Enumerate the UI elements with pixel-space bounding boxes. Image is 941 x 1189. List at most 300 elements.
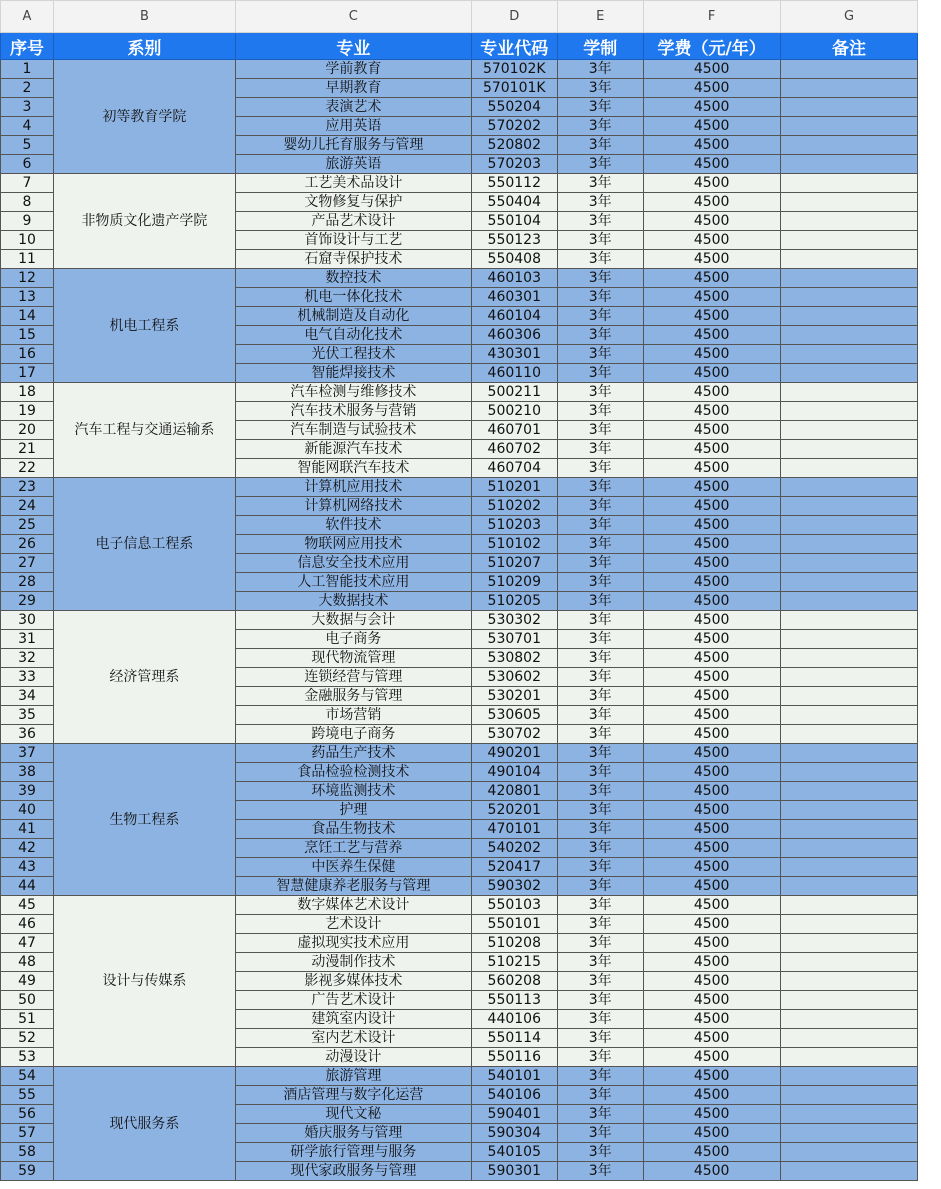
cell-note[interactable] [780, 649, 918, 668]
cell-years[interactable]: 3年 [557, 1162, 643, 1181]
cell-major[interactable]: 新能源汽车技术 [235, 440, 471, 459]
cell-note[interactable] [780, 79, 918, 98]
cell-code[interactable]: 570202 [471, 117, 557, 136]
cell-code[interactable]: 570102K [471, 60, 557, 79]
cell-fee[interactable]: 4500 [643, 288, 780, 307]
cell-note[interactable] [780, 725, 918, 744]
cell-fee[interactable]: 4500 [643, 478, 780, 497]
cell-code[interactable]: 420801 [471, 782, 557, 801]
cell-note[interactable] [780, 1143, 918, 1162]
cell-years[interactable]: 3年 [557, 459, 643, 478]
cell-fee[interactable]: 4500 [643, 953, 780, 972]
cell-note[interactable] [780, 953, 918, 972]
cell-years[interactable]: 3年 [557, 383, 643, 402]
cell-fee[interactable]: 4500 [643, 972, 780, 991]
cell-years[interactable]: 3年 [557, 193, 643, 212]
cell-seq[interactable]: 50 [1, 991, 54, 1010]
cell-seq[interactable]: 52 [1, 1029, 54, 1048]
cell-code[interactable]: 570101K [471, 79, 557, 98]
cell-years[interactable]: 3年 [557, 801, 643, 820]
cell-major[interactable]: 大数据技术 [235, 592, 471, 611]
cell-fee[interactable]: 4500 [643, 269, 780, 288]
cell-major[interactable]: 影视多媒体技术 [235, 972, 471, 991]
cell-code[interactable]: 550408 [471, 250, 557, 269]
cell-fee[interactable]: 4500 [643, 1067, 780, 1086]
cell-seq[interactable]: 15 [1, 326, 54, 345]
cell-years[interactable]: 3年 [557, 402, 643, 421]
cell-seq[interactable]: 14 [1, 307, 54, 326]
cell-fee[interactable]: 4500 [643, 1029, 780, 1048]
cell-years[interactable]: 3年 [557, 649, 643, 668]
cell-fee[interactable]: 4500 [643, 421, 780, 440]
cell-major[interactable]: 首饰设计与工艺 [235, 231, 471, 250]
cell-seq[interactable]: 17 [1, 364, 54, 383]
cell-seq[interactable]: 9 [1, 212, 54, 231]
cell-code[interactable]: 460306 [471, 326, 557, 345]
cell-note[interactable] [780, 877, 918, 896]
cell-code[interactable]: 490104 [471, 763, 557, 782]
cell-code[interactable]: 550103 [471, 896, 557, 915]
cell-seq[interactable]: 58 [1, 1143, 54, 1162]
cell-fee[interactable]: 4500 [643, 364, 780, 383]
cell-note[interactable] [780, 212, 918, 231]
cell-years[interactable]: 3年 [557, 763, 643, 782]
cell-seq[interactable]: 31 [1, 630, 54, 649]
cell-major[interactable]: 产品艺术设计 [235, 212, 471, 231]
cell-fee[interactable]: 4500 [643, 307, 780, 326]
cell-code[interactable]: 540105 [471, 1143, 557, 1162]
cell-major[interactable]: 动漫制作技术 [235, 953, 471, 972]
cell-note[interactable] [780, 516, 918, 535]
cell-code[interactable]: 460301 [471, 288, 557, 307]
cell-note[interactable] [780, 383, 918, 402]
cell-fee[interactable]: 4500 [643, 117, 780, 136]
header-seq[interactable]: 序号 [1, 33, 54, 60]
cell-major[interactable]: 药品生产技术 [235, 744, 471, 763]
cell-major[interactable]: 电气自动化技术 [235, 326, 471, 345]
cell-note[interactable] [780, 60, 918, 79]
cell-fee[interactable]: 4500 [643, 1105, 780, 1124]
cell-seq[interactable]: 12 [1, 269, 54, 288]
cell-note[interactable] [780, 1048, 918, 1067]
cell-seq[interactable]: 4 [1, 117, 54, 136]
cell-code[interactable]: 510207 [471, 554, 557, 573]
cell-code[interactable]: 490201 [471, 744, 557, 763]
cell-code[interactable]: 510215 [471, 953, 557, 972]
cell-seq[interactable]: 36 [1, 725, 54, 744]
cell-note[interactable] [780, 839, 918, 858]
cell-code[interactable]: 550116 [471, 1048, 557, 1067]
cell-code[interactable]: 550114 [471, 1029, 557, 1048]
cell-years[interactable]: 3年 [557, 60, 643, 79]
cell-fee[interactable]: 4500 [643, 573, 780, 592]
header-note[interactable]: 备注 [780, 33, 918, 60]
cell-major[interactable]: 室内艺术设计 [235, 1029, 471, 1048]
cell-seq[interactable]: 39 [1, 782, 54, 801]
cell-years[interactable]: 3年 [557, 573, 643, 592]
cell-dept[interactable]: 初等教育学院 [53, 60, 235, 174]
cell-years[interactable]: 3年 [557, 1029, 643, 1048]
cell-note[interactable] [780, 326, 918, 345]
cell-seq[interactable]: 37 [1, 744, 54, 763]
cell-code[interactable]: 570203 [471, 155, 557, 174]
cell-major[interactable]: 大数据与会计 [235, 611, 471, 630]
header-years[interactable]: 学制 [557, 33, 643, 60]
cell-note[interactable] [780, 668, 918, 687]
cell-code[interactable]: 590301 [471, 1162, 557, 1181]
cell-code[interactable]: 460702 [471, 440, 557, 459]
cell-seq[interactable]: 42 [1, 839, 54, 858]
cell-seq[interactable]: 41 [1, 820, 54, 839]
cell-seq[interactable]: 6 [1, 155, 54, 174]
cell-fee[interactable]: 4500 [643, 782, 780, 801]
cell-fee[interactable]: 4500 [643, 60, 780, 79]
cell-major[interactable]: 现代物流管理 [235, 649, 471, 668]
cell-major[interactable]: 工艺美术品设计 [235, 174, 471, 193]
cell-years[interactable]: 3年 [557, 1010, 643, 1029]
cell-fee[interactable]: 4500 [643, 98, 780, 117]
cell-major[interactable]: 护理 [235, 801, 471, 820]
cell-major[interactable]: 早期教育 [235, 79, 471, 98]
cell-fee[interactable]: 4500 [643, 402, 780, 421]
cell-fee[interactable]: 4500 [643, 383, 780, 402]
cell-fee[interactable]: 4500 [643, 611, 780, 630]
cell-years[interactable]: 3年 [557, 288, 643, 307]
cell-major[interactable]: 市场营销 [235, 706, 471, 725]
cell-years[interactable]: 3年 [557, 668, 643, 687]
cell-note[interactable] [780, 934, 918, 953]
cell-major[interactable]: 环境监测技术 [235, 782, 471, 801]
cell-note[interactable] [780, 231, 918, 250]
cell-fee[interactable]: 4500 [643, 668, 780, 687]
cell-major[interactable]: 机械制造及自动化 [235, 307, 471, 326]
cell-years[interactable]: 3年 [557, 953, 643, 972]
cell-fee[interactable]: 4500 [643, 174, 780, 193]
cell-dept[interactable]: 电子信息工程系 [53, 478, 235, 611]
cell-note[interactable] [780, 915, 918, 934]
cell-years[interactable]: 3年 [557, 1086, 643, 1105]
cell-seq[interactable]: 28 [1, 573, 54, 592]
cell-note[interactable] [780, 402, 918, 421]
cell-code[interactable]: 510209 [471, 573, 557, 592]
cell-code[interactable]: 460701 [471, 421, 557, 440]
cell-note[interactable] [780, 611, 918, 630]
cell-seq[interactable]: 47 [1, 934, 54, 953]
cell-code[interactable]: 530701 [471, 630, 557, 649]
cell-fee[interactable]: 4500 [643, 915, 780, 934]
column-letter-c[interactable]: C [235, 1, 471, 33]
cell-seq[interactable]: 19 [1, 402, 54, 421]
cell-major[interactable]: 旅游英语 [235, 155, 471, 174]
cell-major[interactable]: 汽车制造与试验技术 [235, 421, 471, 440]
cell-years[interactable]: 3年 [557, 440, 643, 459]
cell-seq[interactable]: 3 [1, 98, 54, 117]
cell-seq[interactable]: 49 [1, 972, 54, 991]
column-letter-a[interactable]: A [1, 1, 54, 33]
cell-note[interactable] [780, 896, 918, 915]
column-letter-e[interactable]: E [557, 1, 643, 33]
cell-years[interactable]: 3年 [557, 1048, 643, 1067]
cell-code[interactable]: 460110 [471, 364, 557, 383]
cell-note[interactable] [780, 288, 918, 307]
cell-dept[interactable]: 现代服务系 [53, 1067, 235, 1181]
cell-fee[interactable]: 4500 [643, 440, 780, 459]
cell-note[interactable] [780, 573, 918, 592]
cell-years[interactable]: 3年 [557, 98, 643, 117]
cell-seq[interactable]: 45 [1, 896, 54, 915]
cell-major[interactable]: 数字媒体艺术设计 [235, 896, 471, 915]
cell-code[interactable]: 520802 [471, 136, 557, 155]
cell-code[interactable]: 590302 [471, 877, 557, 896]
cell-major[interactable]: 婚庆服务与管理 [235, 1124, 471, 1143]
cell-major[interactable]: 现代家政服务与管理 [235, 1162, 471, 1181]
cell-years[interactable]: 3年 [557, 136, 643, 155]
cell-years[interactable]: 3年 [557, 345, 643, 364]
cell-major[interactable]: 石窟寺保护技术 [235, 250, 471, 269]
cell-major[interactable]: 智慧健康养老服务与管理 [235, 877, 471, 896]
cell-code[interactable]: 510203 [471, 516, 557, 535]
cell-years[interactable]: 3年 [557, 744, 643, 763]
cell-seq[interactable]: 33 [1, 668, 54, 687]
cell-seq[interactable]: 10 [1, 231, 54, 250]
cell-note[interactable] [780, 763, 918, 782]
cell-major[interactable]: 计算机应用技术 [235, 478, 471, 497]
cell-seq[interactable]: 57 [1, 1124, 54, 1143]
cell-major[interactable]: 食品检验检测技术 [235, 763, 471, 782]
cell-major[interactable]: 现代文秘 [235, 1105, 471, 1124]
cell-fee[interactable]: 4500 [643, 326, 780, 345]
cell-years[interactable]: 3年 [557, 421, 643, 440]
cell-seq[interactable]: 24 [1, 497, 54, 516]
cell-fee[interactable]: 4500 [643, 155, 780, 174]
cell-years[interactable]: 3年 [557, 231, 643, 250]
cell-code[interactable]: 460103 [471, 269, 557, 288]
cell-seq[interactable]: 27 [1, 554, 54, 573]
cell-years[interactable]: 3年 [557, 611, 643, 630]
cell-fee[interactable]: 4500 [643, 649, 780, 668]
cell-years[interactable]: 3年 [557, 782, 643, 801]
cell-seq[interactable]: 25 [1, 516, 54, 535]
cell-fee[interactable]: 4500 [643, 991, 780, 1010]
cell-note[interactable] [780, 592, 918, 611]
cell-code[interactable]: 530602 [471, 668, 557, 687]
cell-code[interactable]: 430301 [471, 345, 557, 364]
cell-years[interactable]: 3年 [557, 174, 643, 193]
cell-seq[interactable]: 16 [1, 345, 54, 364]
cell-years[interactable]: 3年 [557, 687, 643, 706]
cell-seq[interactable]: 46 [1, 915, 54, 934]
cell-years[interactable]: 3年 [557, 269, 643, 288]
cell-major[interactable]: 信息安全技术应用 [235, 554, 471, 573]
cell-fee[interactable]: 4500 [643, 1048, 780, 1067]
cell-fee[interactable]: 4500 [643, 592, 780, 611]
cell-major[interactable]: 跨境电子商务 [235, 725, 471, 744]
cell-major[interactable]: 食品生物技术 [235, 820, 471, 839]
cell-seq[interactable]: 1 [1, 60, 54, 79]
cell-code[interactable]: 510201 [471, 478, 557, 497]
cell-code[interactable]: 500210 [471, 402, 557, 421]
cell-seq[interactable]: 2 [1, 79, 54, 98]
cell-years[interactable]: 3年 [557, 79, 643, 98]
cell-years[interactable]: 3年 [557, 896, 643, 915]
cell-fee[interactable]: 4500 [643, 934, 780, 953]
cell-code[interactable]: 550104 [471, 212, 557, 231]
cell-seq[interactable]: 5 [1, 136, 54, 155]
column-letter-g[interactable]: G [780, 1, 918, 33]
cell-major[interactable]: 虚拟现实技术应用 [235, 934, 471, 953]
cell-major[interactable]: 计算机网络技术 [235, 497, 471, 516]
cell-code[interactable]: 440106 [471, 1010, 557, 1029]
header-major[interactable]: 专业 [235, 33, 471, 60]
cell-years[interactable]: 3年 [557, 212, 643, 231]
cell-years[interactable]: 3年 [557, 820, 643, 839]
cell-years[interactable]: 3年 [557, 155, 643, 174]
cell-fee[interactable]: 4500 [643, 497, 780, 516]
cell-years[interactable]: 3年 [557, 1143, 643, 1162]
cell-note[interactable] [780, 820, 918, 839]
column-letter-d[interactable]: D [471, 1, 557, 33]
cell-note[interactable] [780, 269, 918, 288]
cell-seq[interactable]: 48 [1, 953, 54, 972]
cell-major[interactable]: 表演艺术 [235, 98, 471, 117]
cell-fee[interactable]: 4500 [643, 516, 780, 535]
cell-code[interactable]: 560208 [471, 972, 557, 991]
cell-note[interactable] [780, 972, 918, 991]
cell-dept[interactable]: 经济管理系 [53, 611, 235, 744]
cell-major[interactable]: 婴幼儿托育服务与管理 [235, 136, 471, 155]
cell-note[interactable] [780, 1124, 918, 1143]
header-fee[interactable]: 学费（元/年） [643, 33, 780, 60]
cell-years[interactable]: 3年 [557, 877, 643, 896]
cell-seq[interactable]: 26 [1, 535, 54, 554]
cell-major[interactable]: 机电一体化技术 [235, 288, 471, 307]
cell-years[interactable]: 3年 [557, 972, 643, 991]
cell-fee[interactable]: 4500 [643, 630, 780, 649]
cell-note[interactable] [780, 535, 918, 554]
cell-seq[interactable]: 11 [1, 250, 54, 269]
cell-seq[interactable]: 44 [1, 877, 54, 896]
cell-code[interactable]: 520201 [471, 801, 557, 820]
cell-major[interactable]: 数控技术 [235, 269, 471, 288]
cell-seq[interactable]: 23 [1, 478, 54, 497]
cell-note[interactable] [780, 782, 918, 801]
cell-note[interactable] [780, 421, 918, 440]
cell-years[interactable]: 3年 [557, 706, 643, 725]
cell-fee[interactable]: 4500 [643, 820, 780, 839]
cell-years[interactable]: 3年 [557, 250, 643, 269]
cell-major[interactable]: 应用英语 [235, 117, 471, 136]
cell-fee[interactable]: 4500 [643, 877, 780, 896]
cell-years[interactable]: 3年 [557, 478, 643, 497]
cell-fee[interactable]: 4500 [643, 1086, 780, 1105]
cell-fee[interactable]: 4500 [643, 744, 780, 763]
cell-seq[interactable]: 13 [1, 288, 54, 307]
cell-seq[interactable]: 22 [1, 459, 54, 478]
cell-years[interactable]: 3年 [557, 725, 643, 744]
cell-code[interactable]: 530802 [471, 649, 557, 668]
cell-fee[interactable]: 4500 [643, 1124, 780, 1143]
cell-years[interactable]: 3年 [557, 554, 643, 573]
cell-note[interactable] [780, 706, 918, 725]
cell-note[interactable] [780, 1029, 918, 1048]
cell-code[interactable]: 530605 [471, 706, 557, 725]
cell-seq[interactable]: 56 [1, 1105, 54, 1124]
cell-years[interactable]: 3年 [557, 1124, 643, 1143]
cell-code[interactable]: 510205 [471, 592, 557, 611]
cell-note[interactable] [780, 193, 918, 212]
cell-years[interactable]: 3年 [557, 934, 643, 953]
cell-fee[interactable]: 4500 [643, 858, 780, 877]
cell-seq[interactable]: 29 [1, 592, 54, 611]
cell-fee[interactable]: 4500 [643, 706, 780, 725]
cell-seq[interactable]: 53 [1, 1048, 54, 1067]
cell-note[interactable] [780, 136, 918, 155]
cell-fee[interactable]: 4500 [643, 1010, 780, 1029]
cell-code[interactable]: 550112 [471, 174, 557, 193]
cell-major[interactable]: 广告艺术设计 [235, 991, 471, 1010]
cell-seq[interactable]: 18 [1, 383, 54, 402]
cell-note[interactable] [780, 307, 918, 326]
cell-note[interactable] [780, 801, 918, 820]
cell-code[interactable]: 460104 [471, 307, 557, 326]
cell-fee[interactable]: 4500 [643, 459, 780, 478]
cell-fee[interactable]: 4500 [643, 725, 780, 744]
cell-major[interactable]: 动漫设计 [235, 1048, 471, 1067]
cell-major[interactable]: 艺术设计 [235, 915, 471, 934]
cell-years[interactable]: 3年 [557, 326, 643, 345]
cell-seq[interactable]: 54 [1, 1067, 54, 1086]
cell-note[interactable] [780, 687, 918, 706]
cell-code[interactable]: 540106 [471, 1086, 557, 1105]
cell-major[interactable]: 酒店管理与数字化运营 [235, 1086, 471, 1105]
cell-seq[interactable]: 40 [1, 801, 54, 820]
cell-note[interactable] [780, 364, 918, 383]
cell-code[interactable]: 500211 [471, 383, 557, 402]
cell-years[interactable]: 3年 [557, 535, 643, 554]
cell-note[interactable] [780, 345, 918, 364]
cell-seq[interactable]: 7 [1, 174, 54, 193]
cell-fee[interactable]: 4500 [643, 193, 780, 212]
cell-note[interactable] [780, 459, 918, 478]
cell-dept[interactable]: 生物工程系 [53, 744, 235, 896]
cell-note[interactable] [780, 98, 918, 117]
cell-seq[interactable]: 21 [1, 440, 54, 459]
cell-dept[interactable]: 汽车工程与交通运输系 [53, 383, 235, 478]
cell-fee[interactable]: 4500 [643, 1143, 780, 1162]
cell-major[interactable]: 建筑室内设计 [235, 1010, 471, 1029]
cell-code[interactable]: 470101 [471, 820, 557, 839]
cell-years[interactable]: 3年 [557, 630, 643, 649]
cell-fee[interactable]: 4500 [643, 535, 780, 554]
cell-major[interactable]: 汽车技术服务与营销 [235, 402, 471, 421]
cell-note[interactable] [780, 440, 918, 459]
cell-code[interactable]: 460704 [471, 459, 557, 478]
cell-seq[interactable]: 38 [1, 763, 54, 782]
cell-major[interactable]: 智能焊接技术 [235, 364, 471, 383]
cell-fee[interactable]: 4500 [643, 801, 780, 820]
cell-code[interactable]: 540101 [471, 1067, 557, 1086]
cell-note[interactable] [780, 1086, 918, 1105]
cell-seq[interactable]: 51 [1, 1010, 54, 1029]
cell-note[interactable] [780, 858, 918, 877]
cell-note[interactable] [780, 174, 918, 193]
cell-major[interactable]: 旅游管理 [235, 1067, 471, 1086]
cell-note[interactable] [780, 497, 918, 516]
cell-major[interactable]: 人工智能技术应用 [235, 573, 471, 592]
cell-major[interactable]: 学前教育 [235, 60, 471, 79]
cell-seq[interactable]: 32 [1, 649, 54, 668]
cell-seq[interactable]: 34 [1, 687, 54, 706]
